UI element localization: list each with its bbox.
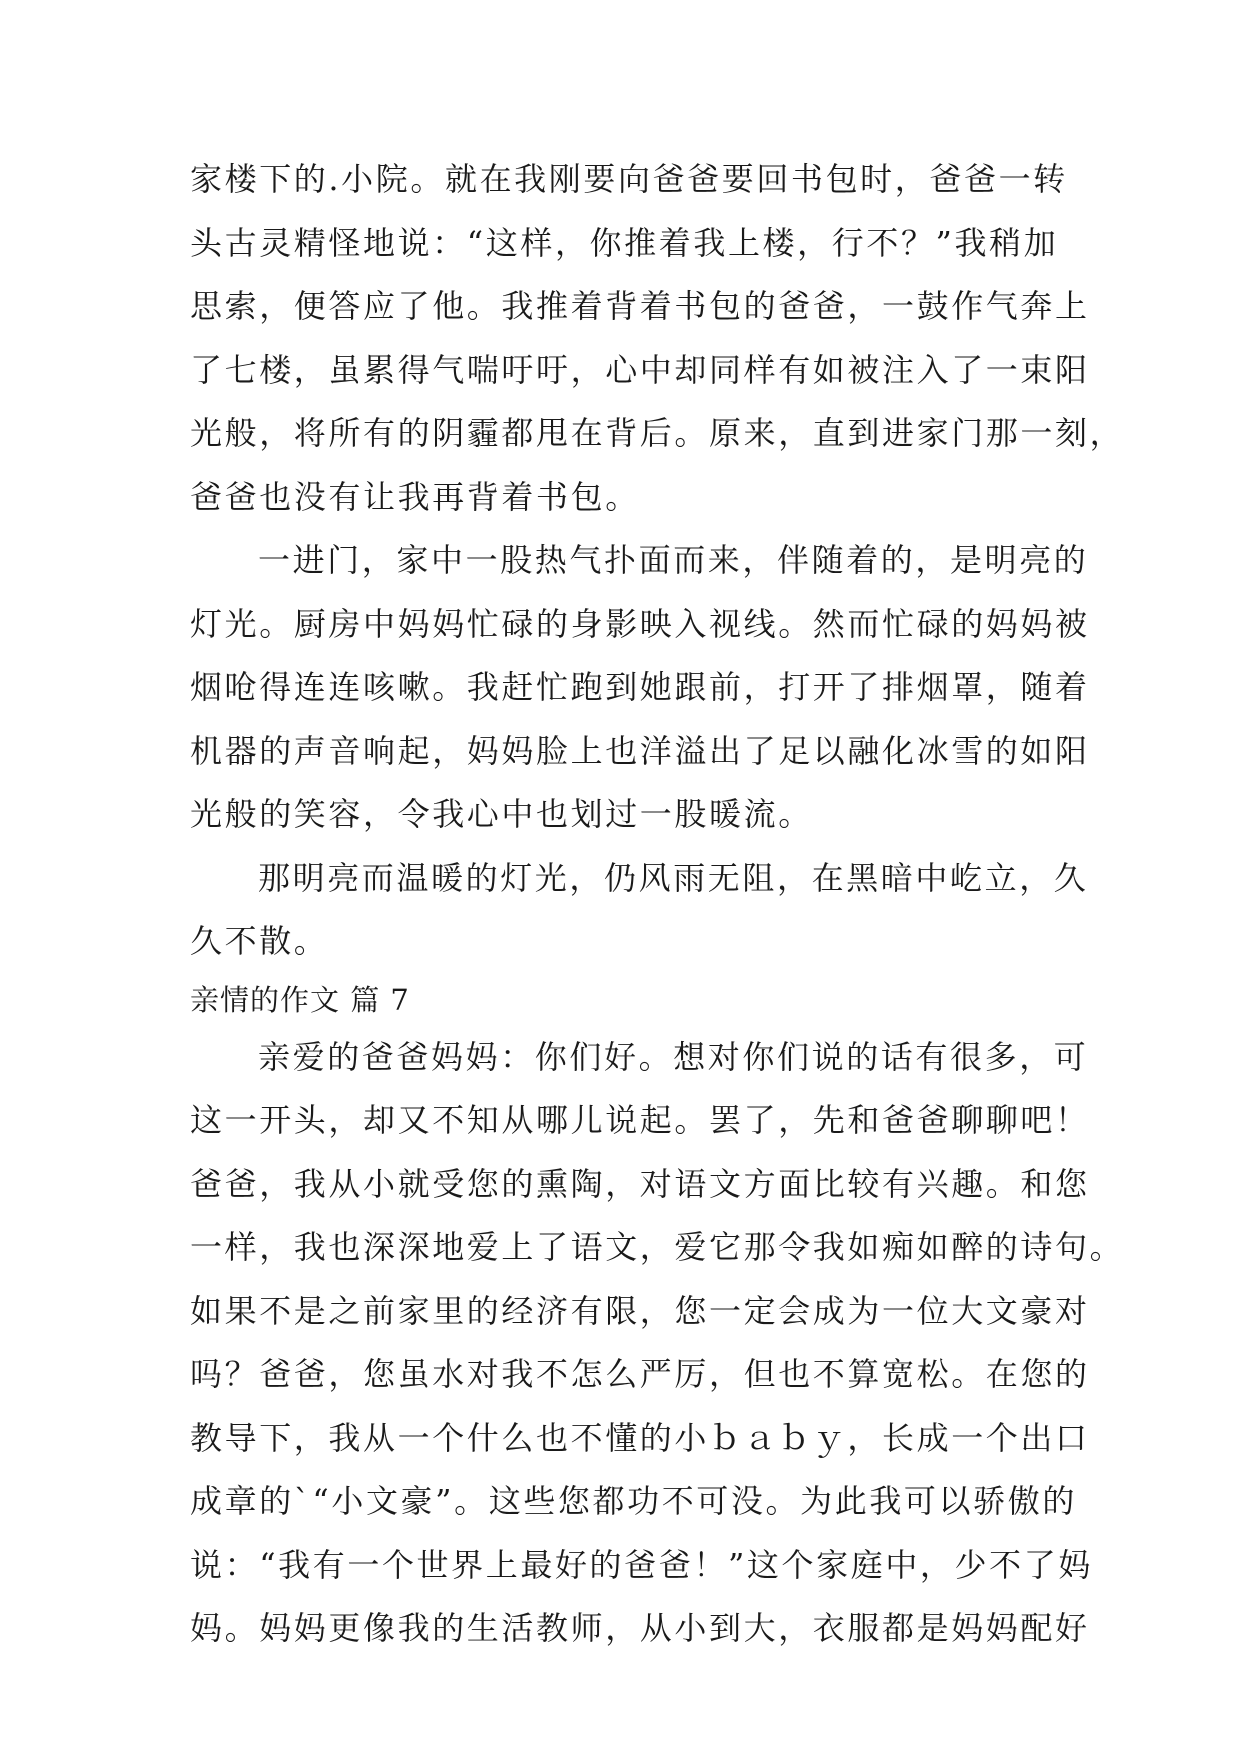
text-line: 了七楼，虽累得气喘吁吁，心中却同样有如被注入了一束阳	[190, 350, 1090, 389]
text-line: 教导下，我从一个什么也不懂的小ｂａｂｙ，长成一个出口	[190, 1418, 1090, 1457]
text-line: 吗？爸爸，您虽水对我不怎么严厉，但也不算宽松。在您的	[190, 1355, 1090, 1393]
text-line: 机器的声音响起，妈妈脸上也洋溢出了足以融化冰雪的如阳	[190, 731, 1090, 770]
text-line: 灯光。厨房中妈妈忙碌的身影映入视线。然而忙碌的妈妈被	[190, 604, 1090, 643]
text-line: 说：“我有一个世界上最好的爸爸！”这个家庭中，少不了妈	[190, 1545, 1093, 1584]
section-heading: 亲情的作文 篇 7	[190, 982, 410, 1017]
text-line: 一样，我也深深地爱上了语文，爱它那令我如痴如醉的诗句。	[190, 1228, 1125, 1266]
paragraph	[190, 847, 1089, 974]
text-line: 光般，将所有的阴霾都甩在背后。原来，直到进家门那一刻，	[190, 414, 1125, 452]
text-line: 如果不是之前家里的经济有限，您一定会成为一位大文豪对	[190, 1291, 1090, 1330]
document-body	[190, 148, 1125, 1661]
paragraph	[190, 1026, 1125, 1661]
text-line: 烟呛得连连咳嗽。我赶忙跑到她跟前，打开了排烟罩，随着	[190, 668, 1090, 706]
text-line: 光般的笑容，令我心中也划过一股暖流。	[190, 795, 813, 833]
text-line: 爸爸也没有让我再背着书包。	[190, 477, 640, 516]
text-line: 成章的`“小文豪”。这些您都功不可没。为此我可以骄傲的	[190, 1482, 1077, 1520]
text-line: 思索，便答应了他。我推着背着书包的爸爸，一鼓作气奔上	[190, 287, 1090, 325]
text-line: 一进门，家中一股热气扑面而来，伴随着的，是明亮的	[258, 541, 1089, 579]
text-line: 亲爱的爸爸妈妈：你们好。想对你们说的话有很多，可	[258, 1037, 1089, 1076]
paragraph	[190, 148, 1125, 529]
paragraph	[190, 529, 1090, 847]
text-line: 爸爸，我从小就受您的熏陶，对语文方面比较有兴趣。和您	[190, 1164, 1090, 1203]
text-line: 家楼下的.小院。就在我刚要向爸爸要回书包时，爸爸一转	[190, 160, 1068, 198]
text-line: 妈。妈妈更像我的生活教师，从小到大，衣服都是妈妈配好	[190, 1609, 1090, 1647]
text-line: 这一开头，却又不知从哪儿说起。罢了，先和爸爸聊聊吧！	[190, 1101, 1090, 1139]
text-line: 久不散。	[190, 922, 329, 960]
text-line: 那明亮而温暖的灯光，仍风雨无阻，在黑暗中屹立，久	[258, 858, 1089, 897]
text-line: 头古灵精怪地说：“这样，你推着我上楼，行不？”我稍加	[190, 223, 1059, 262]
